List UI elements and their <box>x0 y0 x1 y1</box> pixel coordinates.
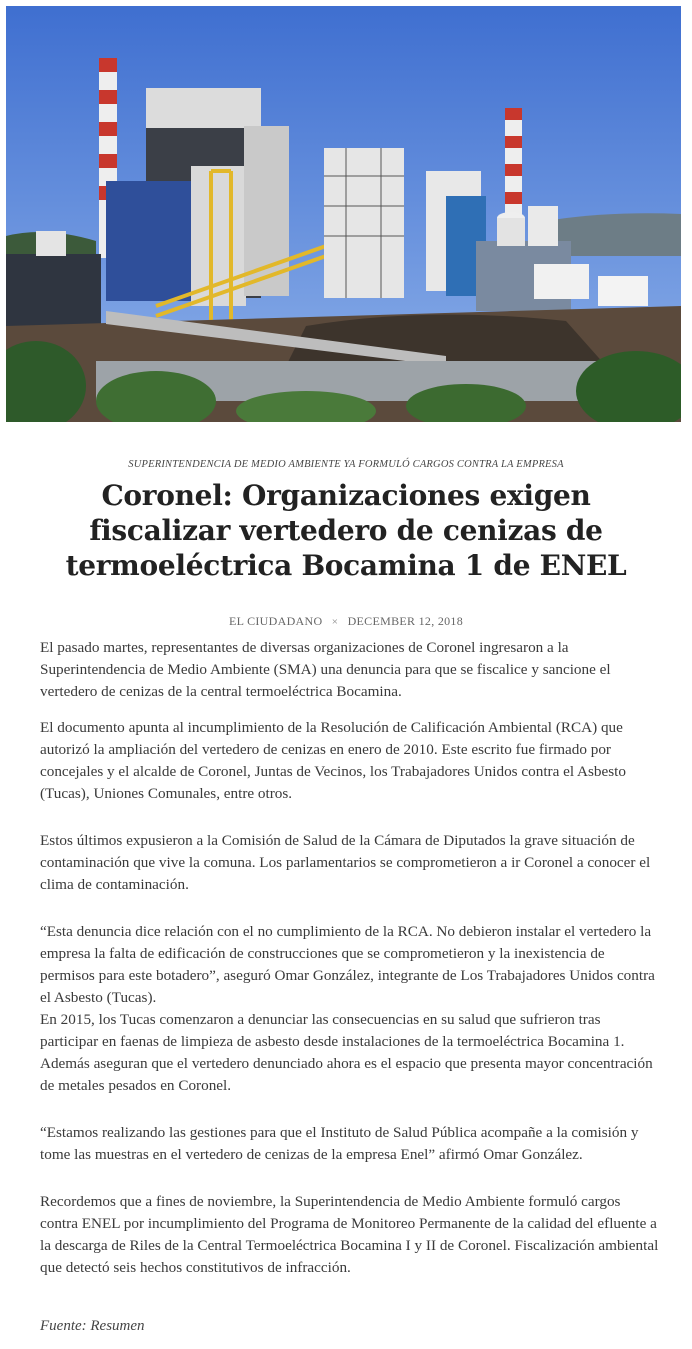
paragraph-1: El pasado martes, representantes de diversas organizaciones de Coronel ingresaron a la Superintendencia de Medio Ambiente (SMA) una denuncia para que se fiscalice y sancione el vertedero de cenizas de la central termoeléctrica Bocamina. <box>40 639 611 700</box>
article-meta <box>0 614 692 629</box>
article-title: Coronel: Organizaciones exigen fiscalizar vertedero de cenizas de termoeléctrica Bocamina 1 de ENEL <box>65 479 627 582</box>
hero-photo-power-plant <box>6 6 681 422</box>
paragraph-4: “Esta denuncia dice relación con el no cumplimiento de la RCA. No debieron instalar el vertedero la empresa la falta de edificación de construcciones que se comprometieron y la inexistencia de permisos para este botadero”, aseguró Omar González, integrante de Los Trabajadores Unidos contra el Asbesto (Tucas). <box>40 923 655 1006</box>
paragraph-5: En 2015, los Tucas comenzaron a denunciar las consecuencias en su salud que sufrieron tras participar en faenas de limpieza de asbesto desde instalaciones de la termoeléctrica Bocamina 1. Además aseguran que el vertedero denunciado ahora es el espacio que presenta mayor concentración de metales pesados en Coronel. <box>40 1011 653 1094</box>
paragraph-7: Recordemos que a fines de noviembre, la Superintendencia de Medio Ambiente formuló cargos contra ENEL por incumplimiento del Programa de Monitoreo Permanente de la calidad del efluente a la descarga de Riles de la Central Termoeléctrica Bocamina I y II de Coronel. Fiscalización ambiental que detectó seis hechos constitutivos de infracción. <box>40 1193 659 1276</box>
meta-separator: × <box>331 616 339 628</box>
publish-date: DECEMBER 12, 2018 <box>347 614 464 628</box>
paragraph-6: “Estamos realizando las gestiones para que el Instituto de Salud Pública acompañe a la comisión y tome las muestras en el vertedero de cenizas de la empresa Enel” afirmó Omar González. <box>40 1124 639 1163</box>
paragraph-2: El documento apunta al incumplimiento de la Resolución de Calificación Ambiental (RCA) que autorizó la ampliación del vertedero de cenizas en enero de 2010. Este escrito fue firmado por concejales y el alcalde de Coronel, Juntas de Vecinos, los Trabajadores Unidos contra el Asbesto (Tucas), Uniones Comunales, entre otros. <box>40 719 626 802</box>
article-source: Fuente: Resumen <box>40 1318 145 1334</box>
author-link[interactable]: EL CIUDADANO <box>228 614 323 628</box>
article-body <box>40 637 660 1279</box>
article-kicker: SUPERINTENDENCIA DE MEDIO AMBIENTE YA FORMULÓ CARGOS CONTRA LA EMPRESA <box>128 459 564 470</box>
paragraph-3: Estos últimos expusieron a la Comisión de Salud de la Cámara de Diputados la grave situación de contaminación que vive la comuna. Los parlamentarios se comprometieron a ir Coronel a conocer el clima de contaminación. <box>40 832 651 893</box>
